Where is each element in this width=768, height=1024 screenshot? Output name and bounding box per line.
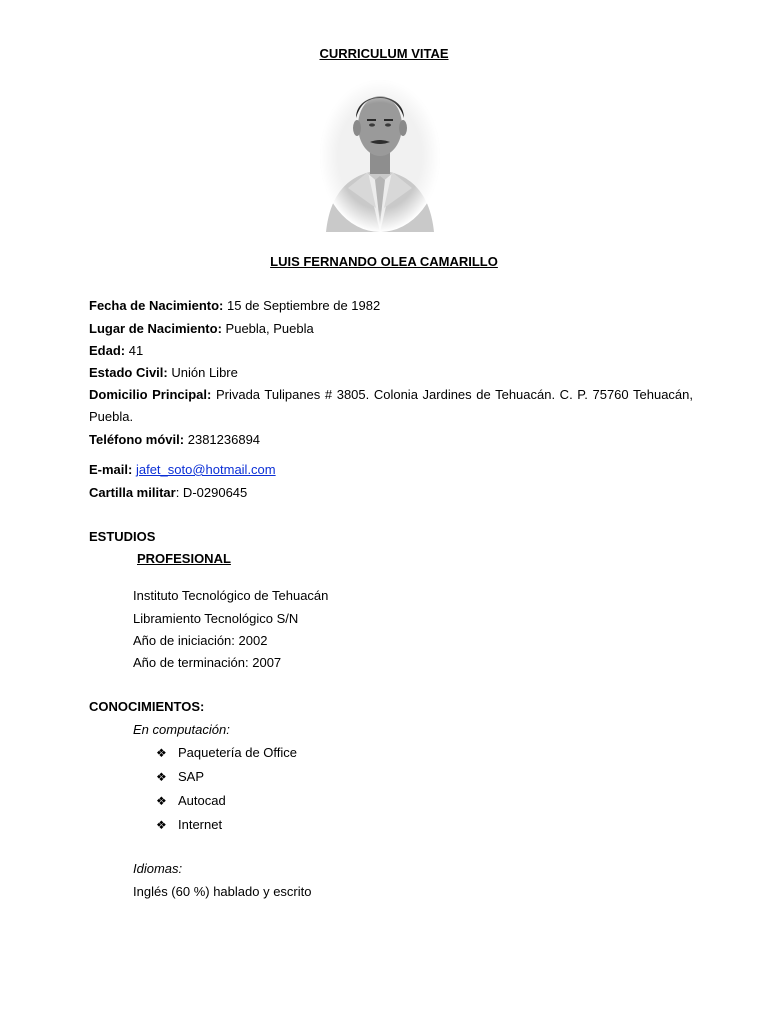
phone-value: 2381236894 bbox=[187, 432, 261, 447]
list-item bbox=[156, 793, 226, 809]
birth-place-value: Puebla, Puebla bbox=[225, 321, 314, 336]
military-row bbox=[89, 485, 247, 501]
computing-label: En computación: bbox=[133, 722, 230, 737]
civil-status-row bbox=[89, 365, 238, 381]
languages-label: Idiomas: bbox=[133, 861, 183, 876]
civil-status-label: Estado Civil: bbox=[89, 365, 168, 380]
studies-address: Libramiento Tecnológico S/N bbox=[133, 611, 299, 626]
birth-place-row bbox=[89, 321, 314, 337]
age-value: 41 bbox=[128, 343, 144, 358]
list-item bbox=[156, 745, 297, 761]
studies-heading: ESTUDIOS bbox=[89, 529, 156, 544]
list-item-label: SAP bbox=[178, 769, 205, 784]
list-item-label: Internet bbox=[178, 817, 223, 832]
list-item bbox=[156, 769, 204, 785]
knowledge-heading: CONOCIMIENTOS: bbox=[89, 699, 205, 714]
list-item bbox=[156, 817, 222, 833]
studies-institution: Instituto Tecnológico de Tehuacán bbox=[133, 588, 329, 603]
age-label: Edad: bbox=[89, 343, 126, 358]
civil-status-value: Unión Libre bbox=[171, 365, 238, 380]
list-item-label: Paquetería de Office bbox=[178, 745, 298, 760]
diamond-bullet-icon: ❖ bbox=[156, 794, 167, 808]
phone-row bbox=[89, 432, 260, 448]
military-label: Cartilla militar bbox=[89, 485, 176, 500]
studies-subheading: PROFESIONAL bbox=[137, 551, 231, 566]
document-title: CURRICULUM VITAE bbox=[319, 46, 449, 61]
age-row bbox=[89, 343, 143, 359]
birth-date-label: Fecha de Nacimiento: bbox=[89, 298, 224, 313]
address-label: Domicilio Principal: bbox=[89, 387, 212, 402]
candidate-name: LUIS FERNANDO OLEA CAMARILLO bbox=[270, 254, 498, 269]
diamond-bullet-icon: ❖ bbox=[156, 746, 167, 760]
phone-label: Teléfono móvil: bbox=[89, 432, 185, 447]
email-row bbox=[89, 462, 276, 478]
birth-date-value: 15 de Septiembre de 1982 bbox=[227, 298, 381, 313]
address-value: Privada Tulipanes # 3805. Colonia Jardines de Tehuacán. C. P. 75760 Tehuacán, Puebla. bbox=[89, 387, 693, 424]
languages-value: Inglés (60 %) hablado y escrito bbox=[133, 884, 312, 899]
studies-start: Año de iniciación: 2002 bbox=[133, 633, 268, 648]
address-row bbox=[89, 384, 693, 428]
list-item-label: Autocad bbox=[178, 793, 226, 808]
diamond-bullet-icon: ❖ bbox=[156, 770, 167, 784]
military-value: : D-0290645 bbox=[175, 485, 248, 500]
birth-date-row bbox=[89, 298, 380, 314]
email-label: E-mail: bbox=[89, 462, 133, 477]
profile-photo bbox=[318, 76, 442, 232]
studies-end: Año de terminación: 2007 bbox=[133, 655, 282, 670]
birth-place-label: Lugar de Nacimiento: bbox=[89, 321, 222, 336]
diamond-bullet-icon: ❖ bbox=[156, 818, 167, 832]
email-link[interactable]: jafet_soto@hotmail.com bbox=[135, 462, 276, 477]
